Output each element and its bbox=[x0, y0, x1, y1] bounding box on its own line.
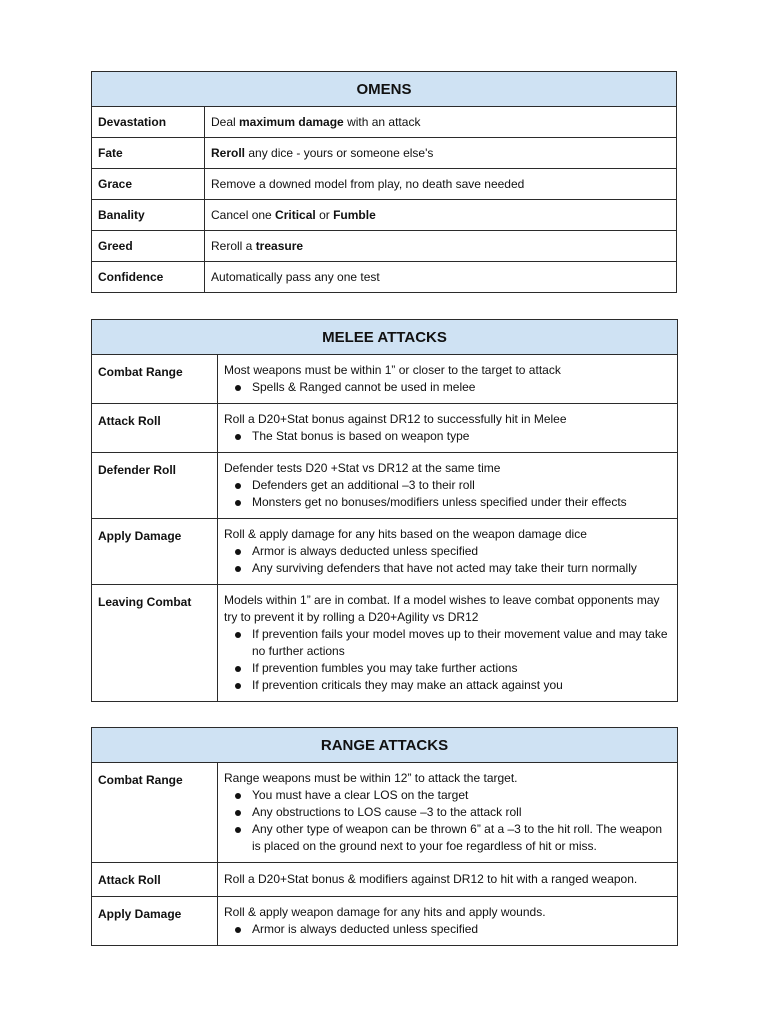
melee-attacks-table bbox=[91, 319, 678, 702]
rule-name: Combat Range bbox=[92, 763, 218, 863]
table-row bbox=[92, 453, 678, 519]
list-item: Spells & Ranged cannot be used in melee bbox=[252, 379, 671, 396]
rule-name: Apply Damage bbox=[92, 897, 218, 946]
table-row bbox=[92, 585, 678, 702]
rule-name: Attack Roll bbox=[92, 863, 218, 897]
rule-text: Roll & apply weapon damage for any hits and apply wounds. Armor is always deducted unless specified bbox=[218, 897, 678, 946]
list-item: Monsters get no bonuses/modifiers unless specified under their effects bbox=[252, 494, 671, 511]
rule-text: Roll a D20+Stat bonus against DR12 to successfully hit in Melee The Stat bonus is based on weapon type bbox=[218, 404, 678, 453]
range-attacks-table bbox=[91, 727, 678, 946]
list-item: Any other type of weapon can be thrown 6” at a –3 to the hit roll. The weapon is placed on the ground next to your foe regardless of hit or miss. bbox=[252, 821, 671, 855]
rule-text: Most weapons must be within 1” or closer to the target to attack Spells & Ranged cannot be used in melee bbox=[218, 355, 678, 404]
omen-effect: Remove a downed model from play, no death save needed bbox=[205, 169, 677, 200]
omen-name: Grace bbox=[92, 169, 205, 200]
table-row bbox=[92, 519, 678, 585]
rule-text: Roll a D20+Stat bonus & modifiers against DR12 to hit with a ranged weapon. bbox=[218, 863, 678, 897]
table-row bbox=[92, 107, 677, 138]
omen-name: Confidence bbox=[92, 262, 205, 293]
rule-text: Models within 1” are in combat. If a model wishes to leave combat opponents may try to prevent it by rolling a D20+Agility vs DR12 If prevention fails your model moves up to their movement value and may take no further actions If prevention fumbles you may take further actions If prevention criticals they may make an attack against you bbox=[218, 585, 678, 702]
rule-name: Attack Roll bbox=[92, 404, 218, 453]
omens-table bbox=[91, 71, 677, 293]
list-item: If prevention fails your model moves up to their movement value and may take no further actions bbox=[252, 626, 671, 660]
rule-name: Apply Damage bbox=[92, 519, 218, 585]
list-item: You must have a clear LOS on the target bbox=[252, 787, 671, 804]
table-row bbox=[92, 763, 678, 863]
omen-effect: Deal maximum damage with an attack bbox=[205, 107, 677, 138]
omen-name: Greed bbox=[92, 231, 205, 262]
table-row bbox=[92, 404, 678, 453]
table-row bbox=[92, 200, 677, 231]
list-item: Defenders get an additional –3 to their roll bbox=[252, 477, 671, 494]
list-item: If prevention criticals they may make an attack against you bbox=[252, 677, 671, 694]
omen-name: Fate bbox=[92, 138, 205, 169]
list-item: Any surviving defenders that have not acted may take their turn normally bbox=[252, 560, 671, 577]
omens-title: OMENS bbox=[92, 72, 677, 107]
range-title: RANGE ATTACKS bbox=[92, 728, 678, 763]
rule-text: Range weapons must be within 12” to attack the target. You must have a clear LOS on the target Any obstructions to LOS cause –3 to the attack roll Any other type of weapon can be thrown 6” at a –3 to the hit roll. The weapon is placed on the ground next to your foe regardless of hit or miss. bbox=[218, 763, 678, 863]
table-row bbox=[92, 897, 678, 946]
rule-text: Roll & apply damage for any hits based on the weapon damage dice Armor is always deducted unless specified Any surviving defenders that have not acted may take their turn normally bbox=[218, 519, 678, 585]
table-row bbox=[92, 863, 678, 897]
omen-effect: Cancel one Critical or Fumble bbox=[205, 200, 677, 231]
omen-name: Devastation bbox=[92, 107, 205, 138]
table-row bbox=[92, 231, 677, 262]
list-item: Any obstructions to LOS cause –3 to the attack roll bbox=[252, 804, 671, 821]
rule-text: Defender tests D20 +Stat vs DR12 at the same time Defenders get an additional –3 to their roll Monsters get no bonuses/modifiers unless specified under their effects bbox=[218, 453, 678, 519]
list-item: The Stat bonus is based on weapon type bbox=[252, 428, 671, 445]
table-row bbox=[92, 355, 678, 404]
table-row bbox=[92, 262, 677, 293]
list-item: Armor is always deducted unless specified bbox=[252, 921, 671, 938]
list-item: If prevention fumbles you may take further actions bbox=[252, 660, 671, 677]
rule-name: Defender Roll bbox=[92, 453, 218, 519]
table-row bbox=[92, 169, 677, 200]
list-item: Armor is always deducted unless specified bbox=[252, 543, 671, 560]
omen-effect: Reroll any dice - yours or someone else's bbox=[205, 138, 677, 169]
omen-name: Banality bbox=[92, 200, 205, 231]
omen-effect: Automatically pass any one test bbox=[205, 262, 677, 293]
melee-title: MELEE ATTACKS bbox=[92, 320, 678, 355]
rule-name: Leaving Combat bbox=[92, 585, 218, 702]
rule-name: Combat Range bbox=[92, 355, 218, 404]
omen-effect: Reroll a treasure bbox=[205, 231, 677, 262]
table-row bbox=[92, 138, 677, 169]
